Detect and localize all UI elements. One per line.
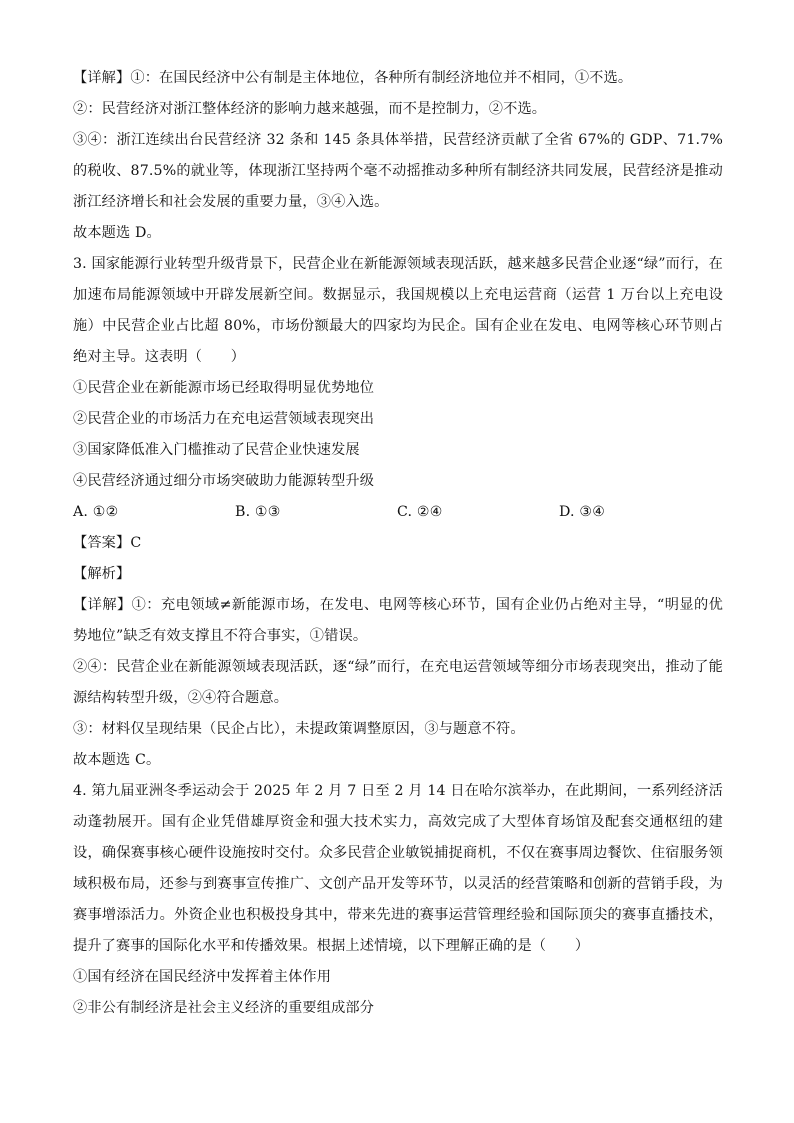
q2-conclusion: 故本题选 D。 xyxy=(73,225,161,241)
q4-stem: 4. 第九届亚洲冬季运动会于 2025 年 2 月 7 日至 2 月 14 日在哈尔滨举办，在此期间，一系列经济活动蓬勃展开。国有企业凭借雄厚资金和强大技术实力，高效完成了大型体育场馆及配套交通枢纽的建设，确保赛事核心硬件设施按时交付。众多民营企业敏锐捕捉商机，不仅在赛事周边餐饮、住宿服务领域积极布局，还参与到赛事宣传推广、文创产品开发等环节，以灵活的经营策略和创新的营销手段，为赛事增添活力。外资企业也积极投身其中，带来先进的赛事运营管理经验和国际顶尖的赛事直播技术，提升了赛事的国际化水平和传播效果。根据上述情境，以下理解正确的是（ ） xyxy=(73,783,723,954)
q3-detail-1 xyxy=(73,590,723,652)
q2-detail-1 xyxy=(73,63,723,94)
q4-item-2: ②非公有制经济是社会主义经济的重要组成部分 xyxy=(73,1000,375,1016)
q3-detail-2: ②④：民营企业在新能源领域表现活跃，逐“绿”而行，在充电运营领域等细分市场表现突出，推动了能源结构转型升级，②④符合题意。 xyxy=(73,659,723,706)
detail-tag: 【详解】 xyxy=(73,597,132,613)
q3-option-b: B. ①③ xyxy=(235,504,281,520)
q3-options xyxy=(73,497,723,528)
q3-option-d: D. ③④ xyxy=(559,504,606,520)
answer-tag: 【答案】 xyxy=(73,535,131,551)
q3-stem: 3. 国家能源行业转型升级背景下，民营企业在新能源领域表现活跃，越来越多民营企业逐“绿”而行，在加速布局能源领域中开辟发展新空间。数据显示，我国规模以上充电运营商（运营 1 万台以上充电设施）中民营企业占比超 80%，市场份额最大的四家均为民企。国有企业在发电、电网等核心环节则占绝对主导。这表明（ ） xyxy=(73,256,723,365)
q3-option-a: A. ①② xyxy=(73,504,119,520)
detail-tag: 【详解】 xyxy=(73,70,131,86)
q3-detail-3: ③：材料仅呈现结果（民企占比），未提政策调整原因，③与题意不符。 xyxy=(73,721,525,737)
q3-item-4: ④民营经济通过细分市场突破助力能源转型升级 xyxy=(73,473,375,489)
q3-analysis-tag: 【解析】 xyxy=(73,566,131,582)
document-body xyxy=(73,63,723,1024)
q3-item-3: ③国家降低准入门槛推动了民营企业快速发展 xyxy=(73,442,360,458)
q3-answer-value: C xyxy=(130,535,142,551)
q2-detail-2: ②：民营经济对浙江整体经济的影响力越来越强，而不是控制力，②不选。 xyxy=(73,101,547,117)
q3-answer xyxy=(73,528,723,559)
q3-item-2: ②民营企业的市场活力在充电运营领域表现突出 xyxy=(73,411,375,427)
q3-detail-1-text: ①：充电领域≠新能源市场，在发电、电网等核心环节，国有企业仍占绝对主导，“明显的优势地位”缺乏有效支撑且不符合事实，①错误。 xyxy=(73,597,724,644)
q4-item-1: ①国有经济在国民经济中发挥着主体作用 xyxy=(73,969,332,985)
q2-detail-3: ③④：浙江连续出台民营经济 32 条和 145 条具体举措，民营经济贡献了全省 67%的 GDP、71.7%的税收、87.5%的就业等，体现浙江坚持两个毫不动摇推动多种所有制经济共同发展，民营经济是推动浙江经济增长和社会发展的重要力量，③④入选。 xyxy=(73,132,723,210)
q3-item-1: ①民营企业在新能源市场已经取得明显优势地位 xyxy=(73,380,375,396)
q3-option-c: C. ②④ xyxy=(397,504,443,520)
q3-conclusion: 故本题选 C。 xyxy=(73,752,161,768)
q2-detail-1-text: ①：在国民经济中公有制是主体地位，各种所有制经济地位并不相同，①不选。 xyxy=(130,70,633,86)
